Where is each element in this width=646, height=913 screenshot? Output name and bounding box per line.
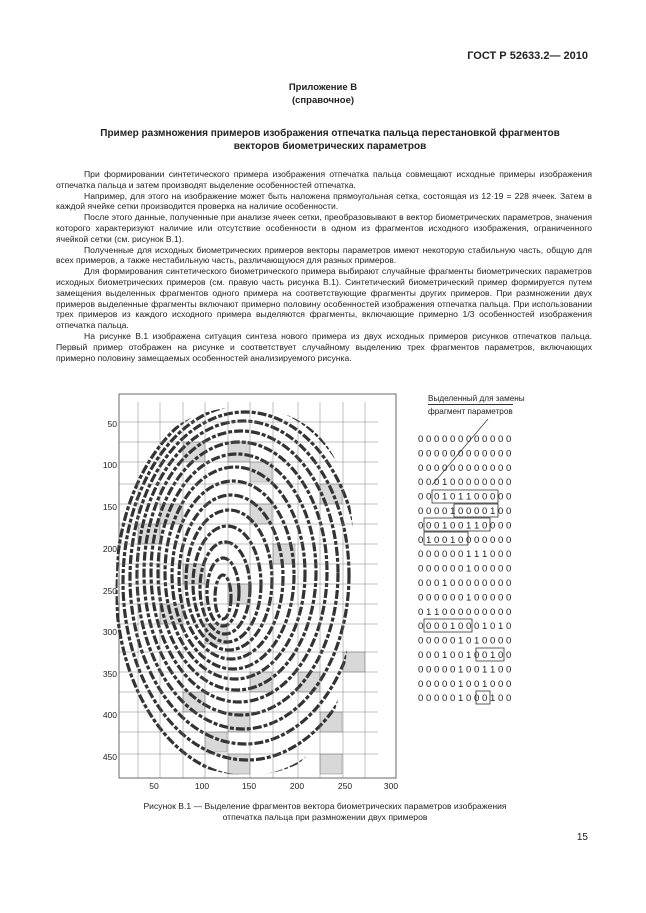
paragraph: Например, для этого на изображение может быть наложена прямоугольная сетка, состоящая из 12·19 = 228 ячеек. Затем в каждой ячейке сетки производится проверка на наличие особенности. — [56, 190, 592, 212]
paragraph: На рисунке В.1 изображена ситуация синтеза нового примера из двух исходных примеров рисунков отпечатков пальца. Первый пример отображен на рисунке и соответствует случайному выделению трех фрагментов параметров, включающих примерно половину замещаемых особенностей анализируемого рисунка. — [56, 330, 592, 363]
matrix-row: 0 0 0 0 0 0 0 0 0 0 0 0 — [418, 448, 512, 460]
standard-code: ГОСТ Р 52633.2— 2010 — [467, 50, 588, 62]
paragraph: При формировании синтетического примера изображения отпечатка пальца совмещают исходные примеры изображения отпечатка пальца и затем производят выделение особенностей отпечатка. — [56, 169, 592, 190]
document-title — [70, 127, 590, 153]
caption-line-2: отпечатка пальца при размножении двух примеров — [222, 812, 428, 822]
paragraph: Для формирования синтетического биометрического примера выбирают случайные фрагменты биометрических параметров исходных биометрических примеров (см. правую часть рисунка В.1). Синтетический биометрический пример формируется путем замещения выделенных фрагментов одного примера на соответствующие фрагменты других примеров. При размножении двух примеров выделенные фрагменты включают примерно половину особенностей изображения отпечатка пальца. При использовании трех примеров из каждого исходного примера выделяются фрагменты, включающие примерно 1/3 особенностей изображения отпечатка пальца. — [56, 266, 592, 331]
paragraph: Полученные для исходных биометрических примеров векторы параметров имеют некоторую стабильную часть, общую для всех примеров, а также нестабильную часть, различающуюся для разных примеров. — [56, 244, 592, 266]
y-tick: 150 — [102, 502, 117, 512]
x-tick: 100 — [194, 781, 210, 791]
fingerprint-figure — [88, 392, 398, 792]
y-tick: 250 — [102, 586, 117, 596]
annex-status: (справочное) — [291, 95, 355, 106]
matrix-row: 0 0 0 0 0 0 1 0 0 0 0 0 — [418, 592, 512, 604]
matrix-row: 0 0 0 0 0 1 0 1 0 0 0 0 — [418, 635, 512, 647]
page-number: 15 — [576, 832, 588, 843]
y-tick: 350 — [102, 669, 117, 679]
matrix-row: 0 0 0 1 0 0 0 0 0 0 0 0 — [418, 578, 512, 589]
matrix-row: 0 0 0 0 0 0 1 0 0 0 0 0 — [418, 563, 512, 575]
matrix-row: 0 0 0 0 1 0 0 0 1 0 1 0 — [418, 621, 512, 633]
paragraph: После этого данные, полученные при анализе ячеек сетки, преобразовывают в вектор биометрических параметров, значения которого характеризуют наличие или отсутствие особенности в одном из фрагментов исходного изображения, ограниченного ячейкой сетки (см. рисунок В.1). — [56, 212, 592, 244]
annex-label: Приложение В — [288, 82, 358, 93]
x-tick: 50 — [149, 781, 159, 791]
matrix-row: 0 0 0 1 0 0 1 0 0 1 0 0 — [418, 650, 512, 661]
x-tick: 150 — [241, 781, 257, 791]
matrix-row: 0 1 1 0 0 0 0 0 0 0 0 0 — [418, 606, 512, 618]
y-tick: 200 — [102, 544, 117, 554]
matrix-row: 0 0 0 0 0 0 0 0 0 0 0 0 — [418, 434, 512, 445]
title-line-1: Пример размножения примеров изображения отпечатка пальца перестановкой фрагментов — [100, 128, 560, 139]
matrix-row: 0 0 0 0 1 0 0 0 0 1 0 0 — [418, 506, 512, 517]
fragment-legend — [428, 393, 548, 417]
body-text — [56, 169, 592, 363]
y-tick: 450 — [102, 752, 117, 762]
matrix-rows — [418, 434, 511, 704]
matrix-row: 0 0 0 1 0 1 1 0 0 0 0 0 — [418, 491, 512, 503]
y-axis-ticks — [103, 419, 117, 762]
title-line-2: векторов биометрических параметров — [233, 141, 427, 152]
x-tick: 300 — [383, 781, 398, 791]
legend-line-2: фрагмент параметров — [428, 404, 513, 417]
y-tick: 400 — [102, 710, 117, 720]
x-axis-ticks — [149, 781, 398, 791]
x-tick: 200 — [289, 781, 305, 791]
plot-frame — [119, 394, 396, 778]
matrix-row: 0 0 0 0 0 1 0 0 1 0 0 0 — [418, 678, 512, 690]
matrix-row: 0 0 0 0 0 1 0 0 0 1 0 0 — [418, 693, 512, 705]
x-tick: 250 — [337, 781, 353, 791]
y-tick: 50 — [107, 419, 117, 429]
matrix-row: 0 1 0 0 1 0 0 0 0 0 0 0 — [418, 534, 512, 546]
matrix-row: 0 0 0 1 0 0 0 0 0 0 0 0 — [418, 477, 512, 489]
y-tick: 100 — [102, 460, 117, 470]
y-tick: 300 — [102, 627, 117, 637]
caption-line-1: Рисунок В.1 — Выделение фрагментов вектора биометрических параметров изображения — [143, 801, 507, 811]
legend-line-1: Выделенный для замены — [428, 394, 525, 403]
parameter-matrix — [418, 432, 548, 712]
matrix-row: 0 0 0 0 0 1 0 0 1 1 0 0 — [418, 664, 512, 676]
matrix-row: 0 0 0 0 0 0 1 1 1 0 0 0 — [418, 549, 512, 561]
figure-caption — [90, 801, 560, 823]
matrix-row: 0 0 0 1 0 0 1 1 0 0 0 0 — [418, 520, 512, 532]
matrix-row: 0 0 0 0 0 0 0 0 0 0 0 0 — [418, 462, 512, 474]
